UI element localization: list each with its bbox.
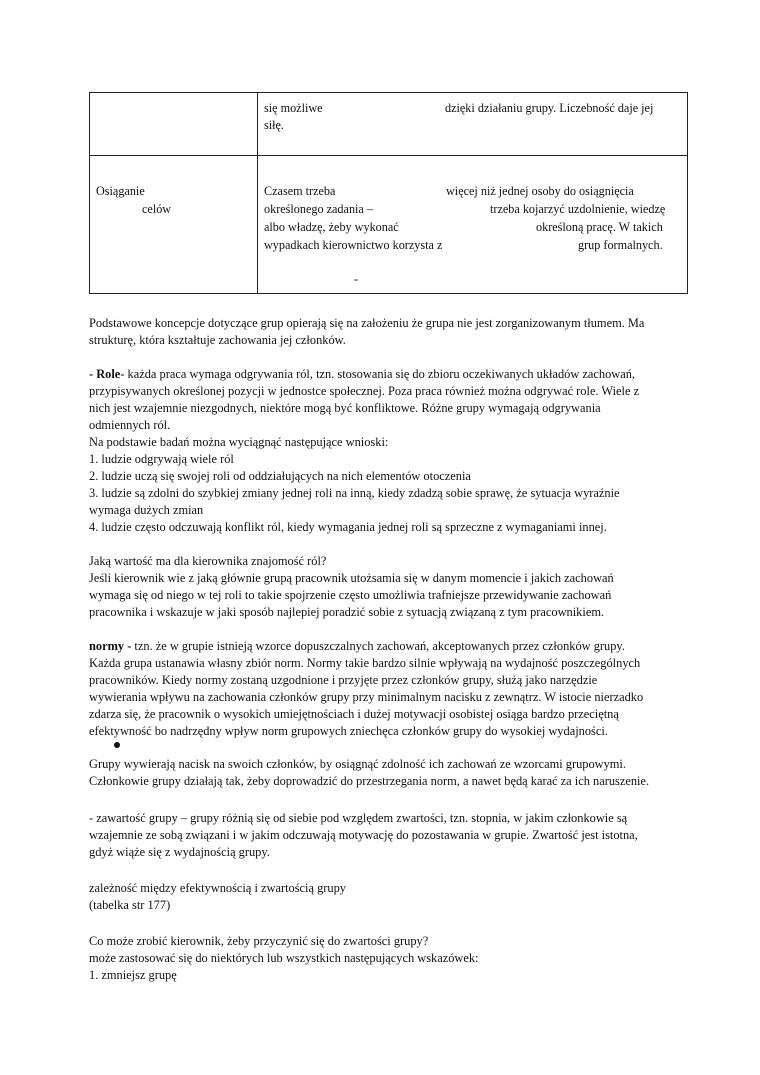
final-list-item: 1. zmniejsz grupę xyxy=(89,968,177,982)
table-row-label: celów xyxy=(142,202,172,216)
zaleznosc-line: zależność między efektywnością i zwartością grupy xyxy=(89,881,346,895)
normy-line xyxy=(89,638,625,655)
table-cell-text: wypadkach kierownictwo korzysta z xyxy=(264,238,443,252)
table-cell-text: określonego zadania – xyxy=(264,202,373,216)
table-cell-text: określoną pracę. W takich xyxy=(536,220,663,234)
normy-line: pracowników. Kiedy normy zostaną uzgodnione i przyjęte przez członków grupy, służą jako narzędzie xyxy=(89,673,598,687)
table-row-label: Osiąganie xyxy=(96,184,145,198)
zaleznosc-line: (tabelka str 177) xyxy=(89,898,171,912)
normy-line: Członkowie grupy działają tak, żeby doprowadzić do przestrzegania norm, a nawet będą karać za ich naruszenie. xyxy=(89,774,650,788)
intro-line: Podstawowe koncepcje dotyczące grup opierają się na założeniu że grupa nie jest zorganizowanym tłumem. Ma xyxy=(89,316,645,330)
final-line: może zastosować się do niektórych lub wszystkich następujących wskazówek: xyxy=(89,951,479,965)
role-term: - Role xyxy=(89,367,121,381)
final-line: Co może zrobić kierownik, żeby przyczynić się do zwartości grupy? xyxy=(89,934,429,948)
role-line xyxy=(89,366,635,383)
normy-line: wywierania wpływu na zachowania członków grupy przy minimalnym nacisku z zewnątrz. W istocie nierzadko xyxy=(89,690,644,704)
zwartosc-line: gdyż wiąże się z wydajnością grupy. xyxy=(89,845,270,859)
table-cell-text: się możliwe xyxy=(264,101,323,115)
role-line: Na podstawie badań można wyciągnąć następujące wnioski: xyxy=(89,435,389,449)
normy-line: zdarza się, że pracownik o wysokich umiejętnościach i dużej motywacji osobistej osiąga bardzo przeciętną xyxy=(89,707,619,721)
normy-term: normy - xyxy=(89,639,132,653)
zwartosc-line: wzajemnie ze sobą związani i w jakim odczuwają motywację do pozostawania w grupie. Zwartość jest istotna, xyxy=(89,828,638,842)
normy-definition: tzn. że w grupie istnieją wzorce dopuszczalnych zachowań, akceptowanych przez członków grupy. xyxy=(131,639,625,653)
normy-line: efektywność bo nadrzędny wpływ norm grupowych zniechęca członków grupy do wysokiej wydajności. xyxy=(89,724,608,738)
normy-line: Grupy wywierają nacisk na swoich członków, by osiągnąć zdolność ich zachowań ze wzorcami grupowymi. xyxy=(89,757,626,771)
table-cell-text: Czasem trzeba xyxy=(264,184,336,198)
question-line: Jeśli kierownik wie z jaką głównie grupą pracownik utożsamia się w danym momencie i jakich zachowań xyxy=(89,571,614,585)
zwartosc-line: - zawartość grupy – grupy różnią się od siebie pod względem zwartości, tzn. stopnia, w jakim członkowie są xyxy=(89,811,628,825)
role-list-item: wymaga dużych zmian xyxy=(89,503,204,517)
bullet-icon xyxy=(114,742,120,748)
table-cell-text: siłę. xyxy=(264,118,284,132)
role-line: nich jest wzajemnie niezgodnych, niektóre mogą być konfliktowe. Różne grupy wymagają odgrywania xyxy=(89,401,601,415)
normy-line: Każda grupa ustanawia własny zbiór norm. Normy takie bardzo silnie wpływają na wydajność poszczególnych xyxy=(89,656,641,670)
role-line: odmiennych ról. xyxy=(89,418,171,432)
table-cell-text: albo władzę, żeby wykonać xyxy=(264,220,399,234)
question-line: wymaga się od niego w tej roli to takie spojrzenie często umożliwia trafniejsze przewidywanie zachowań xyxy=(89,588,612,602)
table-row-divider xyxy=(90,155,687,156)
table-column-divider xyxy=(257,93,258,293)
role-list-item: 1. ludzie odgrywają wiele ról xyxy=(89,452,234,466)
role-list-item: 3. ludzie są zdolni do szybkiej zmiany jednej roli na inną, kiedy zdadzą sobie sprawę, że sytuacja wyraźnie xyxy=(89,486,620,500)
table-cell-text: więcej niż jednej osoby do osiągnięcia xyxy=(446,184,634,198)
table-cell-dash: - xyxy=(354,272,359,286)
table-cell-text: grup formalnych. xyxy=(578,238,663,252)
role-list-item: 2. ludzie uczą się swojej roli od oddziałujących na nich elementów otoczenia xyxy=(89,469,471,483)
intro-line: strukturę, która kształtuje zachowania jej członków. xyxy=(89,333,346,347)
table-cell-text: trzeba kojarzyć uzdolnienie, wiedzę xyxy=(490,202,666,216)
question-line: Jaką wartość ma dla kierownika znajomość ról? xyxy=(89,554,327,568)
table-cell-text: dzięki działaniu grupy. Liczebność daje jej xyxy=(445,101,654,115)
role-line: przypisywanych określonej pozycji w jednostce społecznej. Poza praca również można odgrywać role. Wiele z xyxy=(89,384,640,398)
content-table xyxy=(89,92,688,294)
role-definition: - każda praca wymaga odgrywania ról, tzn. stosowania się do zbioru oczekiwanych układów zachowań, xyxy=(120,367,636,381)
question-line: pracownika i wskazuje w jaki sposób najlepiej poradzić sobie z sytuacją związaną z tym pracownikiem. xyxy=(89,605,605,619)
role-list-item: 4. ludzie często odczuwają konflikt ról, kiedy wymagania jednej roli są sprzeczne z wymaganiami innej. xyxy=(89,520,607,534)
